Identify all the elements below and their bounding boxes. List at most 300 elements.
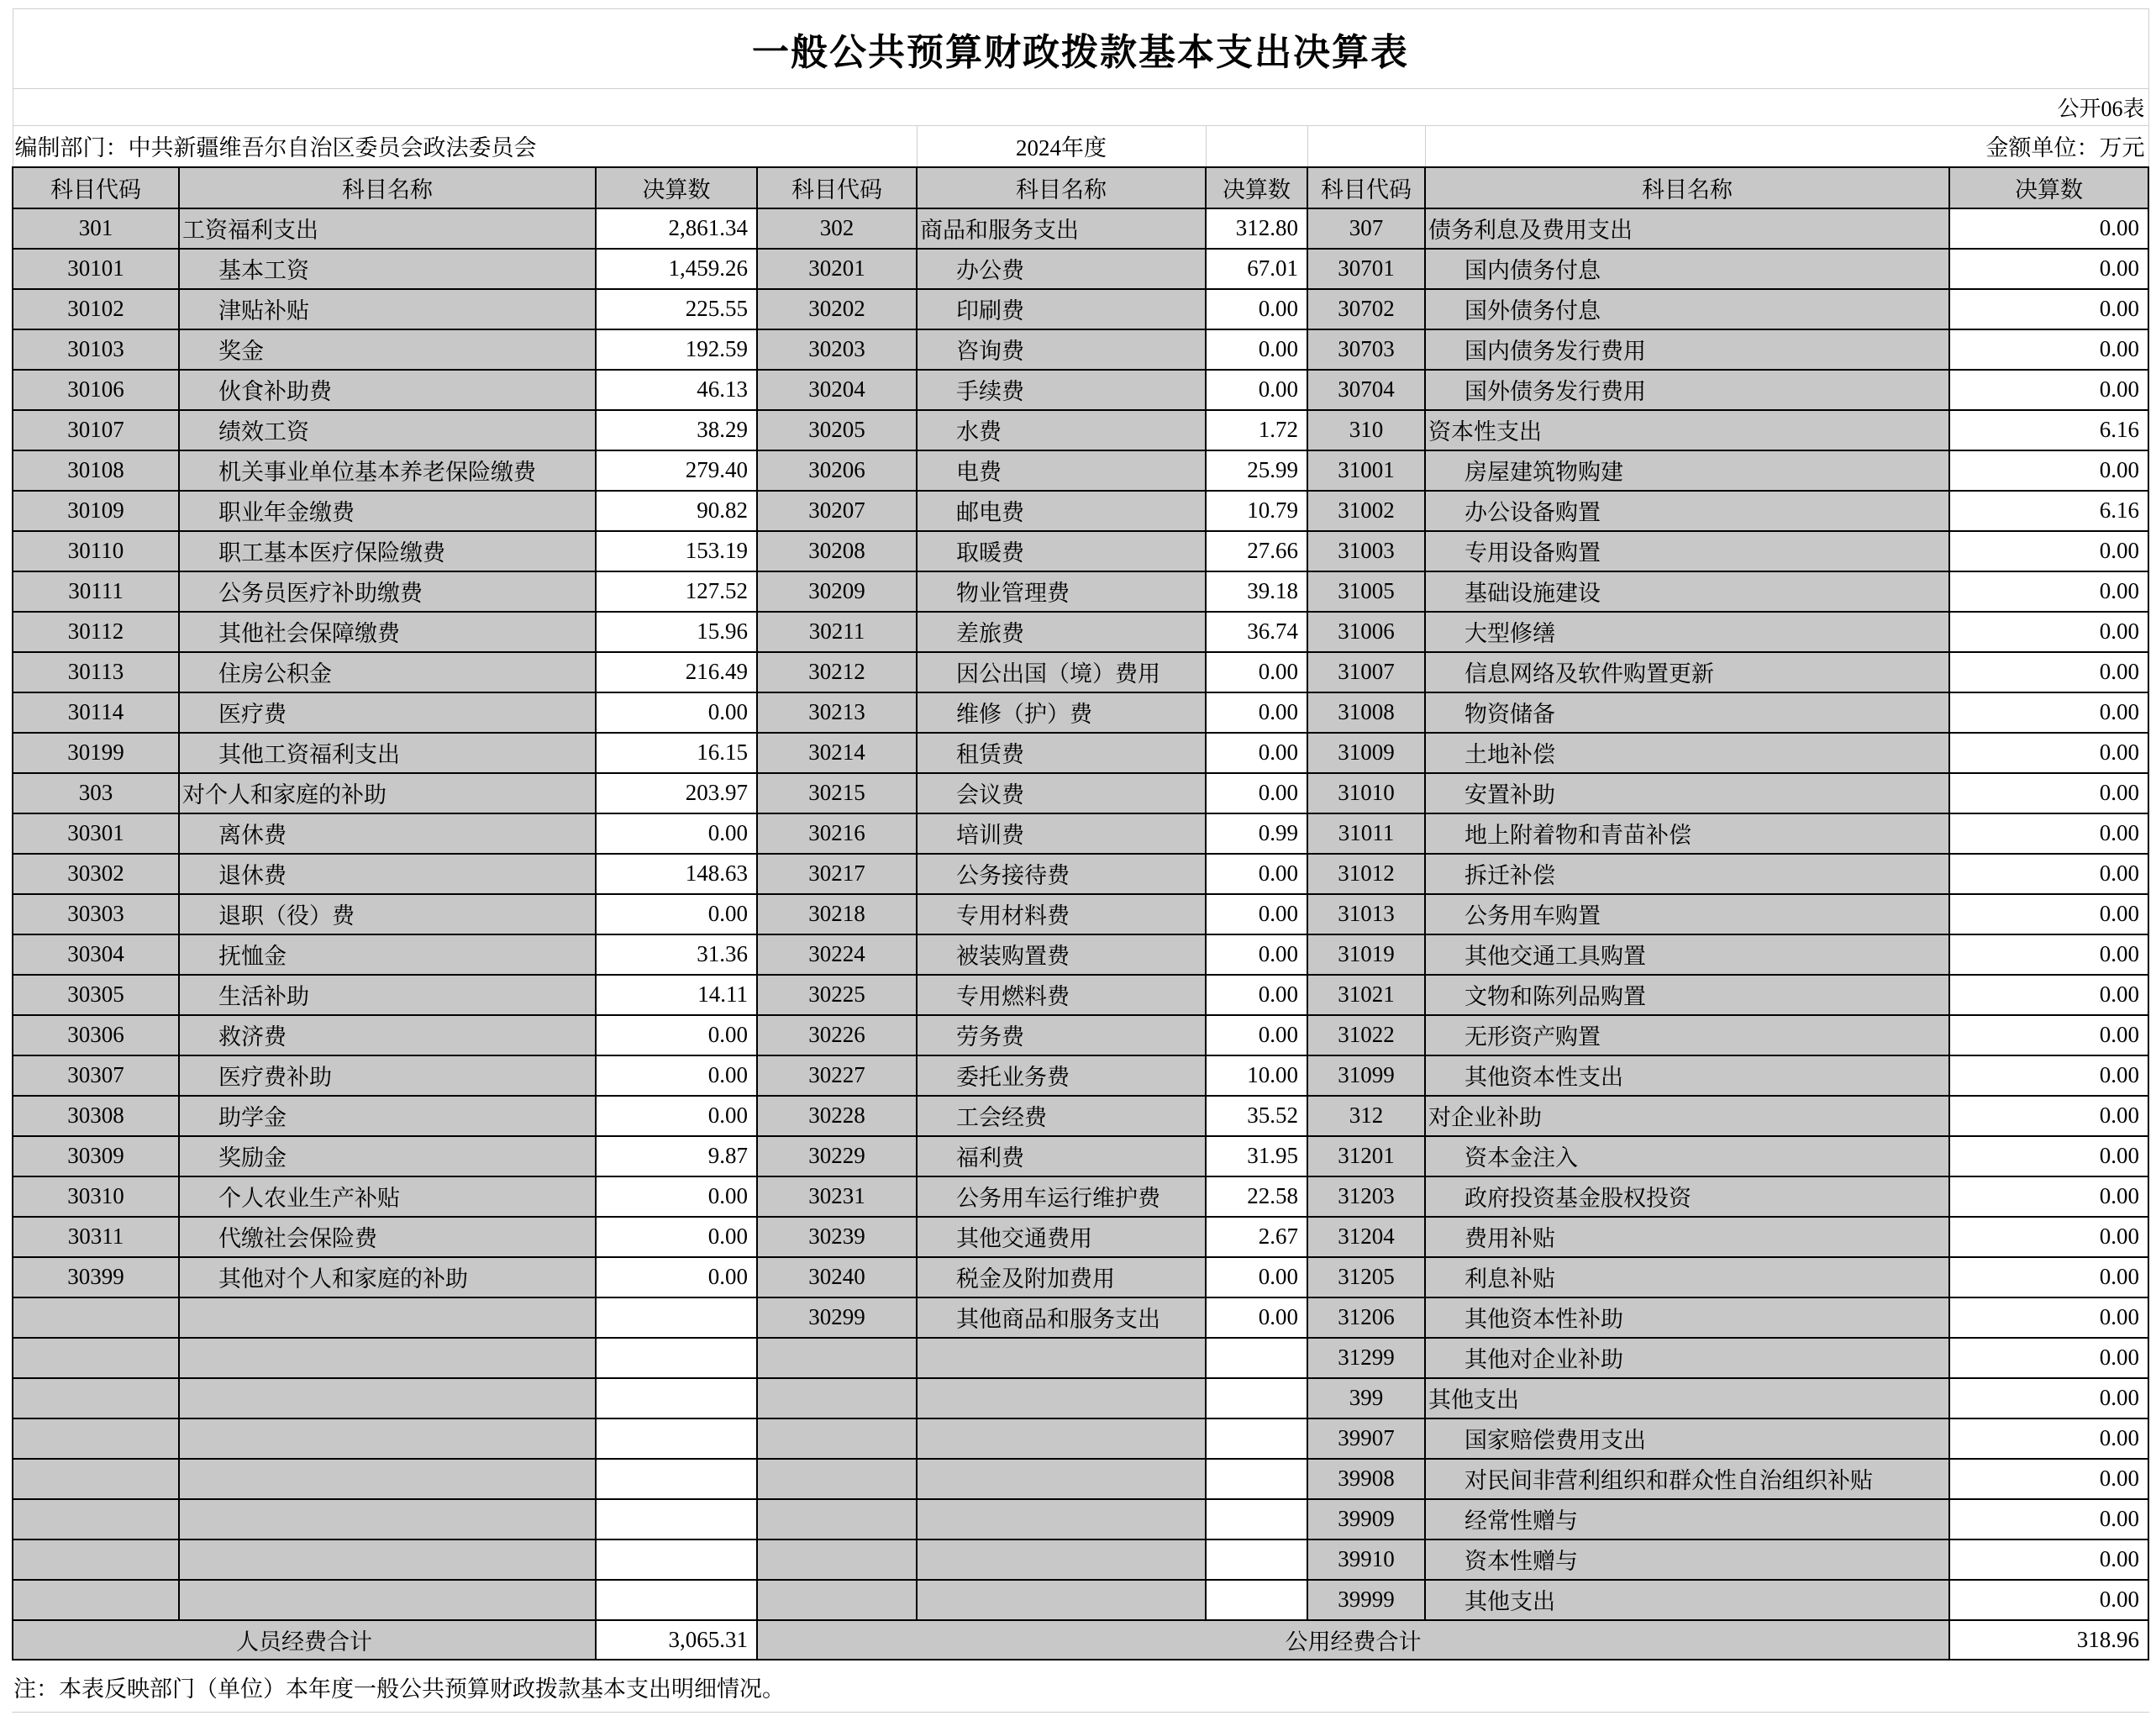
subject-name-cell bbox=[179, 1418, 596, 1459]
final-amount-cell: 0.00 bbox=[1949, 894, 2148, 934]
subject-code-cell: 31012 bbox=[1307, 854, 1425, 894]
final-amount-cell bbox=[596, 1297, 757, 1338]
table-row bbox=[13, 571, 2148, 612]
subject-code-cell: 301 bbox=[13, 208, 179, 249]
final-amount-cell: 0.00 bbox=[1949, 1055, 2148, 1096]
subject-name-cell: 奖励金 bbox=[179, 1136, 596, 1176]
final-amount-cell: 0.00 bbox=[1206, 289, 1307, 329]
final-amount-cell: 2,861.34 bbox=[596, 208, 757, 249]
subject-code-cell: 30224 bbox=[757, 934, 917, 975]
subject-name-cell: 大型修缮 bbox=[1425, 612, 1949, 652]
subject-name-cell: 邮电费 bbox=[917, 491, 1206, 531]
subject-name-cell: 国内债务付息 bbox=[1425, 249, 1949, 289]
subject-name-cell: 其他对企业补助 bbox=[1425, 1338, 1949, 1378]
subject-name-cell bbox=[179, 1338, 596, 1378]
subject-code-cell: 31008 bbox=[1307, 692, 1425, 733]
subject-name-cell: 公务员医疗补助缴费 bbox=[179, 571, 596, 612]
final-amount-cell: 31.95 bbox=[1206, 1136, 1307, 1176]
subject-code-cell bbox=[13, 1459, 179, 1499]
subject-code-cell: 30308 bbox=[13, 1096, 179, 1136]
subject-name-cell: 代缴社会保险费 bbox=[179, 1217, 596, 1257]
subject-code-cell: 39908 bbox=[1307, 1459, 1425, 1499]
subject-code-cell: 30107 bbox=[13, 410, 179, 450]
subject-code-cell: 30301 bbox=[13, 813, 179, 854]
final-amount-cell: 0.00 bbox=[596, 894, 757, 934]
final-amount-cell: 46.13 bbox=[596, 370, 757, 410]
subject-name-cell: 债务利息及费用支出 bbox=[1425, 208, 1949, 249]
subject-name-cell: 其他社会保障缴费 bbox=[179, 612, 596, 652]
subject-name-cell: 福利费 bbox=[917, 1136, 1206, 1176]
subject-name-cell: 印刷费 bbox=[917, 289, 1206, 329]
subject-code-cell: 31011 bbox=[1307, 813, 1425, 854]
subject-code-cell: 30113 bbox=[13, 652, 179, 692]
column-header-name: 科目名称 bbox=[179, 167, 596, 208]
final-amount-cell bbox=[596, 1459, 757, 1499]
final-amount-cell bbox=[1206, 1539, 1307, 1580]
subject-name-cell: 机关事业单位基本养老保险缴费 bbox=[179, 450, 596, 491]
table-row bbox=[13, 934, 2148, 975]
public-total-label: 公用经费合计 bbox=[757, 1620, 1949, 1660]
subject-code-cell: 30205 bbox=[757, 410, 917, 450]
subject-name-cell: 物资储备 bbox=[1425, 692, 1949, 733]
final-amount-cell: 1,459.26 bbox=[596, 249, 757, 289]
subject-name-cell: 绩效工资 bbox=[179, 410, 596, 450]
final-amount-cell: 0.00 bbox=[1949, 733, 2148, 773]
subject-name-cell: 工资福利支出 bbox=[179, 208, 596, 249]
personnel-total-value: 3,065.31 bbox=[596, 1620, 757, 1660]
subject-name-cell: 退职（役）费 bbox=[179, 894, 596, 934]
table-row bbox=[13, 289, 2148, 329]
final-amount-cell: 15.96 bbox=[596, 612, 757, 652]
subject-code-cell bbox=[13, 1378, 179, 1418]
subject-name-cell: 基本工资 bbox=[179, 249, 596, 289]
subject-name-cell bbox=[917, 1378, 1206, 1418]
final-amount-cell: 31.36 bbox=[596, 934, 757, 975]
subject-name-cell: 维修（护）费 bbox=[917, 692, 1206, 733]
table-row bbox=[13, 1257, 2148, 1297]
subject-code-cell: 30199 bbox=[13, 733, 179, 773]
subject-code-cell: 39910 bbox=[1307, 1539, 1425, 1580]
subject-name-cell: 对个人和家庭的补助 bbox=[179, 773, 596, 813]
subject-name-cell bbox=[179, 1378, 596, 1418]
final-amount-cell: 312.80 bbox=[1206, 208, 1307, 249]
subject-code-cell: 307 bbox=[1307, 208, 1425, 249]
final-amount-cell bbox=[1206, 1338, 1307, 1378]
table-row bbox=[13, 1055, 2148, 1096]
final-amount-cell: 36.74 bbox=[1206, 612, 1307, 652]
subject-name-cell: 伙食补助费 bbox=[179, 370, 596, 410]
subject-name-cell bbox=[917, 1418, 1206, 1459]
subject-name-cell: 被装购置费 bbox=[917, 934, 1206, 975]
info-row bbox=[13, 126, 2148, 167]
subject-code-cell: 31205 bbox=[1307, 1257, 1425, 1297]
table-row bbox=[13, 813, 2148, 854]
final-amount-cell: 27.66 bbox=[1206, 531, 1307, 571]
final-amount-cell: 0.00 bbox=[1206, 1297, 1307, 1338]
subject-code-cell bbox=[757, 1459, 917, 1499]
column-header-code: 科目代码 bbox=[757, 167, 917, 208]
final-amount-cell: 0.00 bbox=[1949, 1217, 2148, 1257]
final-amount-cell: 0.00 bbox=[1949, 1176, 2148, 1217]
final-amount-cell: 1.72 bbox=[1206, 410, 1307, 450]
subject-name-cell: 公务用车运行维护费 bbox=[917, 1176, 1206, 1217]
final-amount-cell: 0.00 bbox=[1949, 1378, 2148, 1418]
column-header-name: 科目名称 bbox=[917, 167, 1206, 208]
subject-code-cell: 399 bbox=[1307, 1378, 1425, 1418]
subject-code-cell: 31001 bbox=[1307, 450, 1425, 491]
subject-name-cell bbox=[917, 1499, 1206, 1539]
table-row bbox=[13, 894, 2148, 934]
subject-code-cell: 30214 bbox=[757, 733, 917, 773]
final-amount-cell: 0.00 bbox=[596, 813, 757, 854]
table-row bbox=[13, 329, 2148, 370]
column-header-code: 科目代码 bbox=[13, 167, 179, 208]
final-amount-cell bbox=[1206, 1499, 1307, 1539]
subject-name-cell bbox=[179, 1539, 596, 1580]
table-row bbox=[13, 733, 2148, 773]
final-amount-cell: 0.00 bbox=[1206, 854, 1307, 894]
subject-code-cell: 31201 bbox=[1307, 1136, 1425, 1176]
subject-code-cell: 30208 bbox=[757, 531, 917, 571]
final-amount-cell: 35.52 bbox=[1206, 1096, 1307, 1136]
subject-code-cell: 30216 bbox=[757, 813, 917, 854]
subject-name-cell: 资本性支出 bbox=[1425, 410, 1949, 450]
subject-code-cell: 31005 bbox=[1307, 571, 1425, 612]
subject-code-cell: 30203 bbox=[757, 329, 917, 370]
subject-name-cell bbox=[179, 1499, 596, 1539]
subject-name-cell: 利息补贴 bbox=[1425, 1257, 1949, 1297]
final-amount-cell bbox=[1206, 1459, 1307, 1499]
subject-code-cell: 31013 bbox=[1307, 894, 1425, 934]
final-amount-cell: 0.00 bbox=[1949, 1096, 2148, 1136]
final-amount-cell: 0.00 bbox=[596, 1217, 757, 1257]
subject-name-cell: 无形资产购置 bbox=[1425, 1015, 1949, 1055]
subject-name-cell: 其他交通费用 bbox=[917, 1217, 1206, 1257]
subject-code-cell: 31206 bbox=[1307, 1297, 1425, 1338]
table-code-row bbox=[13, 89, 2148, 126]
subject-name-cell: 对企业补助 bbox=[1425, 1096, 1949, 1136]
subject-name-cell: 政府投资基金股权投资 bbox=[1425, 1176, 1949, 1217]
final-amount-cell bbox=[596, 1378, 757, 1418]
subject-code-cell: 30307 bbox=[13, 1055, 179, 1096]
final-amount-cell: 0.00 bbox=[1949, 1539, 2148, 1580]
final-amount-cell: 0.00 bbox=[596, 1055, 757, 1096]
subject-code-cell: 30311 bbox=[13, 1217, 179, 1257]
subject-code-cell: 31022 bbox=[1307, 1015, 1425, 1055]
subject-code-cell bbox=[13, 1297, 179, 1338]
fiscal-year-label: 2024年度 bbox=[917, 126, 1206, 167]
column-header-value: 决算数 bbox=[596, 167, 757, 208]
subject-code-cell: 39907 bbox=[1307, 1418, 1425, 1459]
final-amount-cell: 153.19 bbox=[596, 531, 757, 571]
final-amount-cell: 10.00 bbox=[1206, 1055, 1307, 1096]
subject-code-cell: 31204 bbox=[1307, 1217, 1425, 1257]
table-row bbox=[13, 1015, 2148, 1055]
subject-code-cell: 30109 bbox=[13, 491, 179, 531]
subject-name-cell: 资本金注入 bbox=[1425, 1136, 1949, 1176]
table-row bbox=[13, 208, 2148, 249]
subject-code-cell: 30201 bbox=[757, 249, 917, 289]
subject-name-cell: 办公设备购置 bbox=[1425, 491, 1949, 531]
subject-name-cell: 咨询费 bbox=[917, 329, 1206, 370]
final-amount-cell bbox=[596, 1418, 757, 1459]
final-amount-cell bbox=[596, 1499, 757, 1539]
subject-code-cell: 30704 bbox=[1307, 370, 1425, 410]
final-amount-cell: 39.18 bbox=[1206, 571, 1307, 612]
subject-name-cell: 文物和陈列品购置 bbox=[1425, 975, 1949, 1015]
subject-name-cell: 离休费 bbox=[179, 813, 596, 854]
table-row bbox=[13, 1176, 2148, 1217]
footnote: 注：本表反映部门（单位）本年度一般公共预算财政拨款基本支出明细情况。 bbox=[12, 1660, 2149, 1713]
column-header-code: 科目代码 bbox=[1307, 167, 1425, 208]
table-row bbox=[13, 1136, 2148, 1176]
subject-code-cell: 30228 bbox=[757, 1096, 917, 1136]
final-amount-cell: 0.00 bbox=[1206, 733, 1307, 773]
subject-name-cell: 培训费 bbox=[917, 813, 1206, 854]
subject-name-cell: 地上附着物和青苗补偿 bbox=[1425, 813, 1949, 854]
subject-name-cell: 住房公积金 bbox=[179, 652, 596, 692]
table-row bbox=[13, 1338, 2148, 1378]
subject-code-cell: 30114 bbox=[13, 692, 179, 733]
subject-name-cell: 其他资本性补助 bbox=[1425, 1297, 1949, 1338]
final-amount-cell: 0.00 bbox=[1949, 1459, 2148, 1499]
final-amount-cell: 0.00 bbox=[1949, 1580, 2148, 1620]
final-amount-cell: 22.58 bbox=[1206, 1176, 1307, 1217]
subject-code-cell: 303 bbox=[13, 773, 179, 813]
subject-code-cell: 30103 bbox=[13, 329, 179, 370]
final-amount-cell bbox=[596, 1539, 757, 1580]
final-amount-cell: 0.00 bbox=[596, 1096, 757, 1136]
subject-code-cell: 310 bbox=[1307, 410, 1425, 450]
subject-code-cell bbox=[757, 1378, 917, 1418]
final-amount-cell: 90.82 bbox=[596, 491, 757, 531]
subject-name-cell: 其他资本性支出 bbox=[1425, 1055, 1949, 1096]
final-amount-cell bbox=[596, 1580, 757, 1620]
table-row bbox=[13, 491, 2148, 531]
subject-name-cell: 工会经费 bbox=[917, 1096, 1206, 1136]
subject-name-cell: 国外债务付息 bbox=[1425, 289, 1949, 329]
subject-code-cell bbox=[13, 1499, 179, 1539]
table-row bbox=[13, 773, 2148, 813]
subject-name-cell: 其他对个人和家庭的补助 bbox=[179, 1257, 596, 1297]
final-amount-cell: 0.00 bbox=[596, 692, 757, 733]
subject-code-cell: 30303 bbox=[13, 894, 179, 934]
final-amount-cell: 148.63 bbox=[596, 854, 757, 894]
table-row bbox=[13, 1580, 2148, 1620]
table-row bbox=[13, 370, 2148, 410]
subject-name-cell: 医疗费 bbox=[179, 692, 596, 733]
final-amount-cell: 0.00 bbox=[1949, 370, 2148, 410]
subject-code-cell: 30204 bbox=[757, 370, 917, 410]
subject-code-cell: 39909 bbox=[1307, 1499, 1425, 1539]
subject-code-cell: 31203 bbox=[1307, 1176, 1425, 1217]
subject-name-cell bbox=[917, 1338, 1206, 1378]
subject-name-cell: 其他商品和服务支出 bbox=[917, 1297, 1206, 1338]
table-row bbox=[13, 854, 2148, 894]
final-amount-cell: 0.00 bbox=[1949, 329, 2148, 370]
table-row bbox=[13, 1217, 2148, 1257]
final-amount-cell: 0.00 bbox=[1949, 450, 2148, 491]
subject-code-cell: 30701 bbox=[1307, 249, 1425, 289]
final-amount-cell: 0.00 bbox=[596, 1176, 757, 1217]
subject-code-cell: 30207 bbox=[757, 491, 917, 531]
subject-code-cell bbox=[757, 1418, 917, 1459]
column-header-row bbox=[13, 167, 2148, 208]
subject-code-cell: 31299 bbox=[1307, 1338, 1425, 1378]
subject-code-cell bbox=[13, 1539, 179, 1580]
subject-name-cell: 取暖费 bbox=[917, 531, 1206, 571]
subject-name-cell: 会议费 bbox=[917, 773, 1206, 813]
subject-name-cell bbox=[917, 1580, 1206, 1620]
subject-code-cell: 30225 bbox=[757, 975, 917, 1015]
personnel-total-label: 人员经费合计 bbox=[13, 1620, 596, 1660]
column-header-name: 科目名称 bbox=[1425, 167, 1949, 208]
final-amount-cell: 0.00 bbox=[1949, 773, 2148, 813]
prepared-by-label: 编制部门：中共新疆维吾尔自治区委员会政法委员会 bbox=[13, 126, 917, 167]
final-amount-cell: 6.16 bbox=[1949, 410, 2148, 450]
subject-code-cell: 30226 bbox=[757, 1015, 917, 1055]
subject-code-cell: 30112 bbox=[13, 612, 179, 652]
final-amount-cell: 6.16 bbox=[1949, 491, 2148, 531]
table-row bbox=[13, 410, 2148, 450]
subject-code-cell: 31009 bbox=[1307, 733, 1425, 773]
subject-code-cell: 30702 bbox=[1307, 289, 1425, 329]
subject-name-cell: 其他支出 bbox=[1425, 1580, 1949, 1620]
final-amount-cell: 192.59 bbox=[596, 329, 757, 370]
column-header-value: 决算数 bbox=[1206, 167, 1307, 208]
final-amount-cell: 0.00 bbox=[1949, 612, 2148, 652]
final-amount-cell bbox=[1206, 1580, 1307, 1620]
final-amount-cell bbox=[1206, 1418, 1307, 1459]
subject-name-cell: 办公费 bbox=[917, 249, 1206, 289]
subject-name-cell bbox=[179, 1459, 596, 1499]
final-amount-cell bbox=[596, 1338, 757, 1378]
subject-code-cell: 30231 bbox=[757, 1176, 917, 1217]
subject-name-cell: 助学金 bbox=[179, 1096, 596, 1136]
subject-code-cell: 30209 bbox=[757, 571, 917, 612]
final-amount-cell: 0.00 bbox=[1949, 1499, 2148, 1539]
subject-code-cell: 30305 bbox=[13, 975, 179, 1015]
subject-name-cell: 安置补助 bbox=[1425, 773, 1949, 813]
subject-code-cell bbox=[13, 1418, 179, 1459]
subject-name-cell: 职工基本医疗保险缴费 bbox=[179, 531, 596, 571]
subject-name-cell bbox=[917, 1459, 1206, 1499]
subject-name-cell: 水费 bbox=[917, 410, 1206, 450]
final-amount-cell: 25.99 bbox=[1206, 450, 1307, 491]
info-spacer-cell bbox=[1206, 126, 1307, 167]
final-amount-cell: 0.00 bbox=[1206, 894, 1307, 934]
subject-name-cell: 专用材料费 bbox=[917, 894, 1206, 934]
final-amount-cell: 0.00 bbox=[1949, 531, 2148, 571]
subject-code-cell: 31007 bbox=[1307, 652, 1425, 692]
final-amount-cell: 0.00 bbox=[1949, 813, 2148, 854]
subject-name-cell: 国家赔偿费用支出 bbox=[1425, 1418, 1949, 1459]
subject-name-cell: 医疗费补助 bbox=[179, 1055, 596, 1096]
subject-code-cell bbox=[757, 1539, 917, 1580]
final-amount-cell: 0.00 bbox=[596, 1015, 757, 1055]
subject-code-cell: 31019 bbox=[1307, 934, 1425, 975]
subject-code-cell: 30306 bbox=[13, 1015, 179, 1055]
table-row bbox=[13, 1459, 2148, 1499]
final-amount-cell: 38.29 bbox=[596, 410, 757, 450]
subject-code-cell bbox=[757, 1580, 917, 1620]
subject-name-cell bbox=[179, 1580, 596, 1620]
final-amount-cell: 0.00 bbox=[1206, 329, 1307, 370]
final-amount-cell: 0.00 bbox=[1206, 692, 1307, 733]
subject-code-cell: 30110 bbox=[13, 531, 179, 571]
column-header-value: 决算数 bbox=[1949, 167, 2148, 208]
subject-code-cell: 30399 bbox=[13, 1257, 179, 1297]
final-amount-cell: 203.97 bbox=[596, 773, 757, 813]
subject-name-cell: 房屋建筑物购建 bbox=[1425, 450, 1949, 491]
subject-name-cell: 抚恤金 bbox=[179, 934, 596, 975]
subject-name-cell: 职业年金缴费 bbox=[179, 491, 596, 531]
subject-name-cell: 专用设备购置 bbox=[1425, 531, 1949, 571]
final-amount-cell: 0.00 bbox=[1949, 1136, 2148, 1176]
subject-code-cell: 30106 bbox=[13, 370, 179, 410]
subject-name-cell: 国内债务发行费用 bbox=[1425, 329, 1949, 370]
table-row bbox=[13, 652, 2148, 692]
subject-code-cell: 30302 bbox=[13, 854, 179, 894]
table-row bbox=[13, 975, 2148, 1015]
subject-name-cell: 租赁费 bbox=[917, 733, 1206, 773]
subject-name-cell: 生活补助 bbox=[179, 975, 596, 1015]
subject-name-cell: 对民间非营利组织和群众性自治组织补贴 bbox=[1425, 1459, 1949, 1499]
final-amount-cell: 0.00 bbox=[1949, 692, 2148, 733]
subject-name-cell: 其他工资福利支出 bbox=[179, 733, 596, 773]
table-row bbox=[13, 1539, 2148, 1580]
subject-code-cell: 30217 bbox=[757, 854, 917, 894]
subject-code-cell bbox=[13, 1338, 179, 1378]
final-amount-cell: 0.00 bbox=[1206, 1015, 1307, 1055]
final-amount-cell: 0.00 bbox=[1206, 1257, 1307, 1297]
subject-name-cell: 国外债务发行费用 bbox=[1425, 370, 1949, 410]
final-amount-cell bbox=[1206, 1378, 1307, 1418]
final-amount-cell: 0.00 bbox=[1949, 1015, 2148, 1055]
subject-name-cell: 救济费 bbox=[179, 1015, 596, 1055]
subject-name-cell: 退休费 bbox=[179, 854, 596, 894]
table-row bbox=[13, 450, 2148, 491]
subject-code-cell: 39999 bbox=[1307, 1580, 1425, 1620]
page-title: 一般公共预算财政拨款基本支出决算表 bbox=[13, 9, 2148, 89]
final-accounts-table bbox=[12, 8, 2149, 1660]
subject-code-cell: 30108 bbox=[13, 450, 179, 491]
final-amount-cell: 0.00 bbox=[1206, 934, 1307, 975]
subject-code-cell: 30202 bbox=[757, 289, 917, 329]
final-amount-cell: 0.00 bbox=[1206, 773, 1307, 813]
subject-name-cell: 委托业务费 bbox=[917, 1055, 1206, 1096]
subject-name-cell: 电费 bbox=[917, 450, 1206, 491]
final-amount-cell: 14.11 bbox=[596, 975, 757, 1015]
subject-name-cell: 经常性赠与 bbox=[1425, 1499, 1949, 1539]
subject-code-cell: 30101 bbox=[13, 249, 179, 289]
final-amount-cell: 0.00 bbox=[1949, 652, 2148, 692]
final-amount-cell: 0.00 bbox=[1949, 1297, 2148, 1338]
final-amount-cell: 0.00 bbox=[1206, 652, 1307, 692]
final-amount-cell: 0.99 bbox=[1206, 813, 1307, 854]
table-row bbox=[13, 531, 2148, 571]
table-row bbox=[13, 612, 2148, 652]
subject-name-cell: 物业管理费 bbox=[917, 571, 1206, 612]
subject-name-cell bbox=[179, 1297, 596, 1338]
table-code-label: 公开06表 bbox=[13, 89, 2148, 126]
subject-code-cell: 30229 bbox=[757, 1136, 917, 1176]
subject-name-cell: 土地补偿 bbox=[1425, 733, 1949, 773]
table-row bbox=[13, 1297, 2148, 1338]
subject-code-cell: 302 bbox=[757, 208, 917, 249]
subject-name-cell: 差旅费 bbox=[917, 612, 1206, 652]
subject-code-cell: 30206 bbox=[757, 450, 917, 491]
